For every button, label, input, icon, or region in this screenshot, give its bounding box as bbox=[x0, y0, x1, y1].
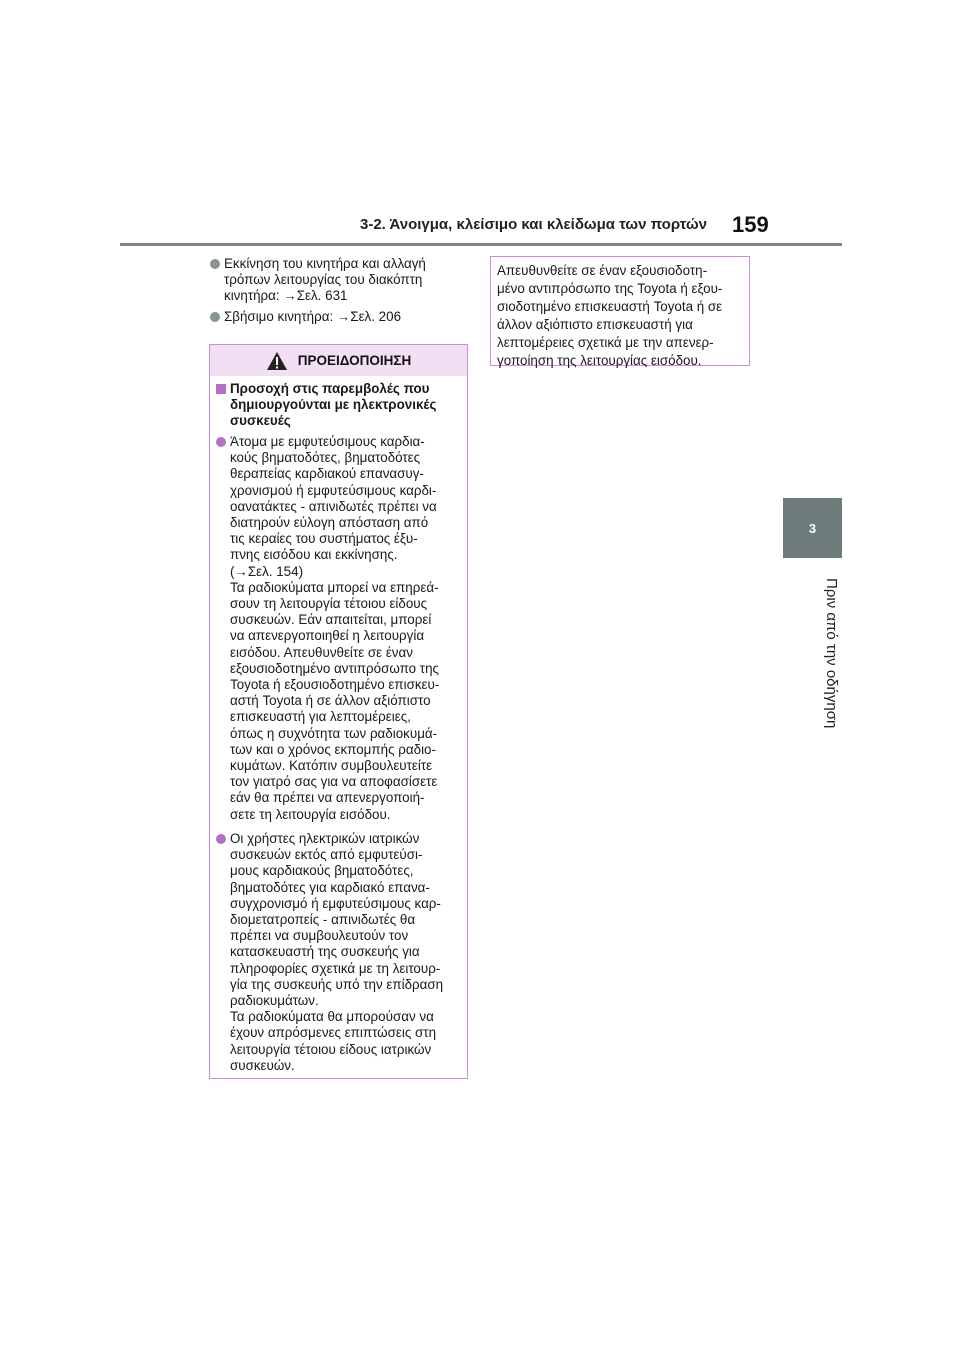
warning-box bbox=[209, 344, 468, 1079]
chapter-tab[interactable]: 3 bbox=[783, 498, 842, 558]
bullet-item bbox=[210, 256, 470, 305]
bullet-icon bbox=[210, 312, 220, 322]
warning-subheading-text: Προσοχή στις παρεμβολές που δημιουργούνται με ηλεκτρονικές συσκευές bbox=[230, 381, 437, 428]
warning-subheading bbox=[216, 381, 461, 429]
warning-header bbox=[210, 345, 467, 376]
warning-item-text: Οι χρήστες ηλεκτρικών ιατρικών συσκευών εκτός από εμφυτεύσι- μους καρδιακούς βηματοδότες, βηματοδότες για καρδιακό επανα- συγχρονισμό ή εμφυτεύσιμους καρ- διομετατροπείς - απινιδωτές θα πρέπει να συμβουλευτούν τον κατασκευαστή της συσκευής για πληροφορίες σχετικά με τη λειτουρ- γία της συσκευής υπό την επίδραση ραδιοκυμάτων. Τα ραδιοκύματα θα μπορούσαν να έχουν απρόσμενες επιπτώσεις στη λειτουργία τέτοιου είδους ιατρικών συσκευών. bbox=[230, 831, 444, 1073]
bullet-icon bbox=[210, 259, 220, 269]
header-rule bbox=[120, 243, 842, 246]
chapter-title-vertical: Πριν από την οδήγηση bbox=[823, 577, 840, 729]
continuation-box bbox=[490, 256, 750, 366]
bullet-text: Σβήσιμο κινητήρα: →Σελ. 206 bbox=[224, 309, 402, 324]
bullet-item bbox=[210, 309, 470, 325]
bullet-text: Εκκίνηση του κινητήρα και αλλαγή τρόπων λειτουργίας του διακόπτη κινητήρα: →Σελ. 631 bbox=[224, 256, 426, 304]
square-bullet-icon bbox=[216, 384, 226, 394]
warning-item bbox=[216, 434, 464, 823]
continuation-text: Απευθυνθείτε σε έναν εξουσιοδοτη- μένο αντιπρόσωπο της Toyota ή εξου- σιοδοτημένο επισκευαστή Toyota ή σε άλλον αξιόπιστο επισκευαστή για λεπτομέρειες σχετικά με την απενερ- γοποίηση της λειτουργίας εισόδου. bbox=[497, 263, 723, 368]
warning-triangle-icon bbox=[266, 351, 288, 371]
header-section-title: 3-2. Άνοιγμα, κλείσιμο και κλείδωμα των πορτών bbox=[360, 216, 707, 233]
bullet-icon bbox=[216, 834, 226, 844]
warning-item bbox=[216, 831, 464, 1074]
warning-item-text: Άτομα με εμφυτεύσιμους καρδια- κούς βηματοδότες, βηματοδότες θεραπείας καρδιακού επανασυγ- χρονισμού ή εμφυτεύσιμους καρδι- οανατάκτες - απινιδωτές πρέπει να διατηρούν εύλογη απόσταση από τις κεραίες του συστήματος έξυ- πνης εισόδου και εκκίνησης. (→Σελ. 154) Τα ραδιοκύματα μπορεί να επηρεά- σουν τη λειτουργία τέτοιου είδους συσκευών. Εάν απαιτείται, μπορεί να απενεργοποιηθεί η λειτουργία εισόδου. Απευθυνθείτε σε έναν εξουσιοδοτημένο αντιπρόσωπο της Toyota ή εξουσιοδοτημένο επισκευ- αστή Toyota ή σε άλλον αξιόπιστο επισκευαστή για λεπτομέρειες, όπως η συχνότητα των ραδιοκυμά- των και ο χρόνος εκπομπής ραδιο- κυμάτων. Κατόπιν συμβουλευτείτε τον γιατρό σας για να αποφασίσετε εάν θα πρέπει να απενεργοποιή- σετε τη λειτουργία εισόδου. bbox=[230, 434, 440, 822]
warning-title: ΠΡΟΕΙΔΟΠΟΙΗΣΗ bbox=[297, 353, 412, 368]
bullet-icon bbox=[216, 437, 226, 447]
page-number: 159 bbox=[732, 212, 769, 237]
